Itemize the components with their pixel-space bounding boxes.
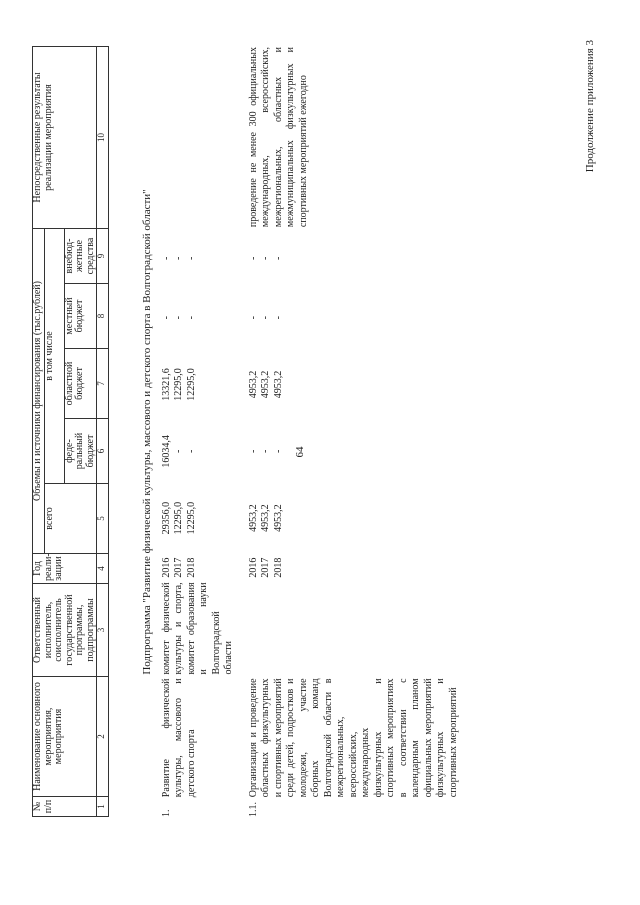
years-cell: [248, 553, 461, 583]
activity-name: Развитие физической культуры, массового и детского спорта: [160, 678, 197, 798]
local-value: -: [247, 316, 259, 320]
federal-cell: [248, 419, 461, 483]
extrabudget-cell: [248, 231, 461, 285]
year: 2017: [260, 557, 272, 578]
local-value: -: [160, 316, 172, 320]
regional-value: 4953,2: [272, 370, 284, 399]
extrabudget-value: -: [160, 256, 172, 261]
local-value: -: [260, 316, 272, 320]
federal-cell: [161, 419, 236, 483]
extrabudget-value: -: [185, 256, 197, 261]
activity-name: Организация и проведение областных физкультурных и спортивных мероприятий среди детей, подростков и молодежи, участие сборных команд Волгоградской области в межрегиональных, всероссийских, международных физкультурных и спортивных мероприятиях в соответствии с календарным планом официальных мероприятий физкультурных и спортивных мероприятий: [247, 678, 459, 798]
federal-value: -: [185, 449, 197, 453]
column-number: 9: [97, 229, 109, 284]
local-cell: [161, 286, 236, 350]
year: 2018: [272, 557, 284, 578]
table-row: [161, 47, 236, 817]
total-value: 12295,0: [173, 501, 185, 535]
header-executor: Ответственный исполнитель, соисполнитель государственной программы, подпрограммы: [33, 584, 97, 677]
column-number: 4: [97, 554, 109, 584]
regional-value: 4953,2: [260, 370, 272, 399]
extrabudget-value: -: [173, 256, 185, 261]
result: проведение не менее 300 официальных международных, всероссийских, межрегиональных, областных и межмуниципальных физкультурных и спортивных мероприятий ежегодно: [247, 47, 309, 228]
year: 2016: [160, 557, 172, 578]
extrabudget-value: -: [272, 256, 284, 261]
column-number: 3: [97, 584, 109, 677]
extrabudget-value: -: [260, 256, 272, 261]
total-value: 29356,0: [160, 501, 172, 535]
regional-value: 4953,2: [247, 370, 259, 399]
federal-value: -: [247, 449, 259, 453]
column-number: 6: [97, 419, 109, 484]
result: [161, 47, 236, 231]
header-result: Непосредственные результаты реализации мероприятия: [33, 47, 97, 229]
total-cell: [248, 483, 461, 552]
table-row: [248, 47, 461, 817]
year: 2016: [247, 557, 259, 578]
continued-label: Продолжение приложения 3: [584, 40, 596, 173]
executor: [248, 582, 461, 678]
regional-value: 12295,0: [185, 368, 197, 401]
extrabudget-value: -: [247, 256, 259, 261]
federal-value: -: [272, 449, 284, 453]
year: 2017: [173, 557, 185, 578]
federal-value: -: [173, 449, 185, 453]
local-value: -: [173, 316, 185, 320]
total-value: 12295,0: [185, 501, 197, 535]
table-body: [138, 47, 472, 817]
local-value: -: [185, 316, 197, 320]
header-total: всего: [44, 484, 97, 554]
regional-cell: [248, 350, 461, 419]
header-including: в том числе: [44, 229, 64, 484]
header-num: № п/п: [33, 797, 97, 817]
header-name: Наименование основного мероприятия, мероприятия: [33, 677, 97, 797]
total-value: 4953,2: [272, 504, 284, 532]
row-number: 1.: [160, 809, 172, 817]
year: 2018: [185, 557, 197, 578]
row-number: 1.1.: [247, 802, 259, 817]
page-number: 64: [294, 446, 306, 458]
total-cell: [161, 483, 236, 552]
header-year: Год реали-зации: [33, 554, 97, 584]
extrabudget-cell: [161, 231, 236, 285]
regional-cell: [161, 350, 236, 419]
header-regional: областной бюджет: [64, 349, 97, 419]
local-value: -: [272, 316, 284, 320]
federal-value: 16034,4: [160, 435, 172, 468]
subprogram-title: Подпрограмма "Развитие физической культуры, массового и детского спорта в Волгоградской области": [141, 189, 153, 675]
column-number: 10: [97, 47, 109, 229]
column-number: 8: [97, 284, 109, 349]
header-table: [32, 46, 109, 817]
column-number: 1: [97, 797, 109, 817]
federal-value: -: [260, 449, 272, 453]
total-value: 4953,2: [247, 504, 259, 532]
header-extrabudget: внебюд-жетные средства: [64, 229, 97, 284]
header-local: местный бюджет: [64, 284, 97, 349]
total-value: 4953,2: [260, 504, 272, 532]
header-funding-group: Объемы и источники финансирования (тыс.рублей): [33, 229, 45, 554]
regional-value: 12295,0: [173, 368, 185, 401]
column-number: 5: [97, 484, 109, 554]
years-cell: [161, 553, 236, 583]
regional-value: 13321,6: [160, 368, 172, 401]
executor: комитет физической культуры и спорта, комитет образования и науки Волгоградской области: [160, 582, 235, 675]
header-federal: феде-ральный бюджет: [64, 419, 97, 484]
column-number: 2: [97, 677, 109, 797]
local-cell: [248, 286, 461, 350]
column-number: 7: [97, 349, 109, 419]
